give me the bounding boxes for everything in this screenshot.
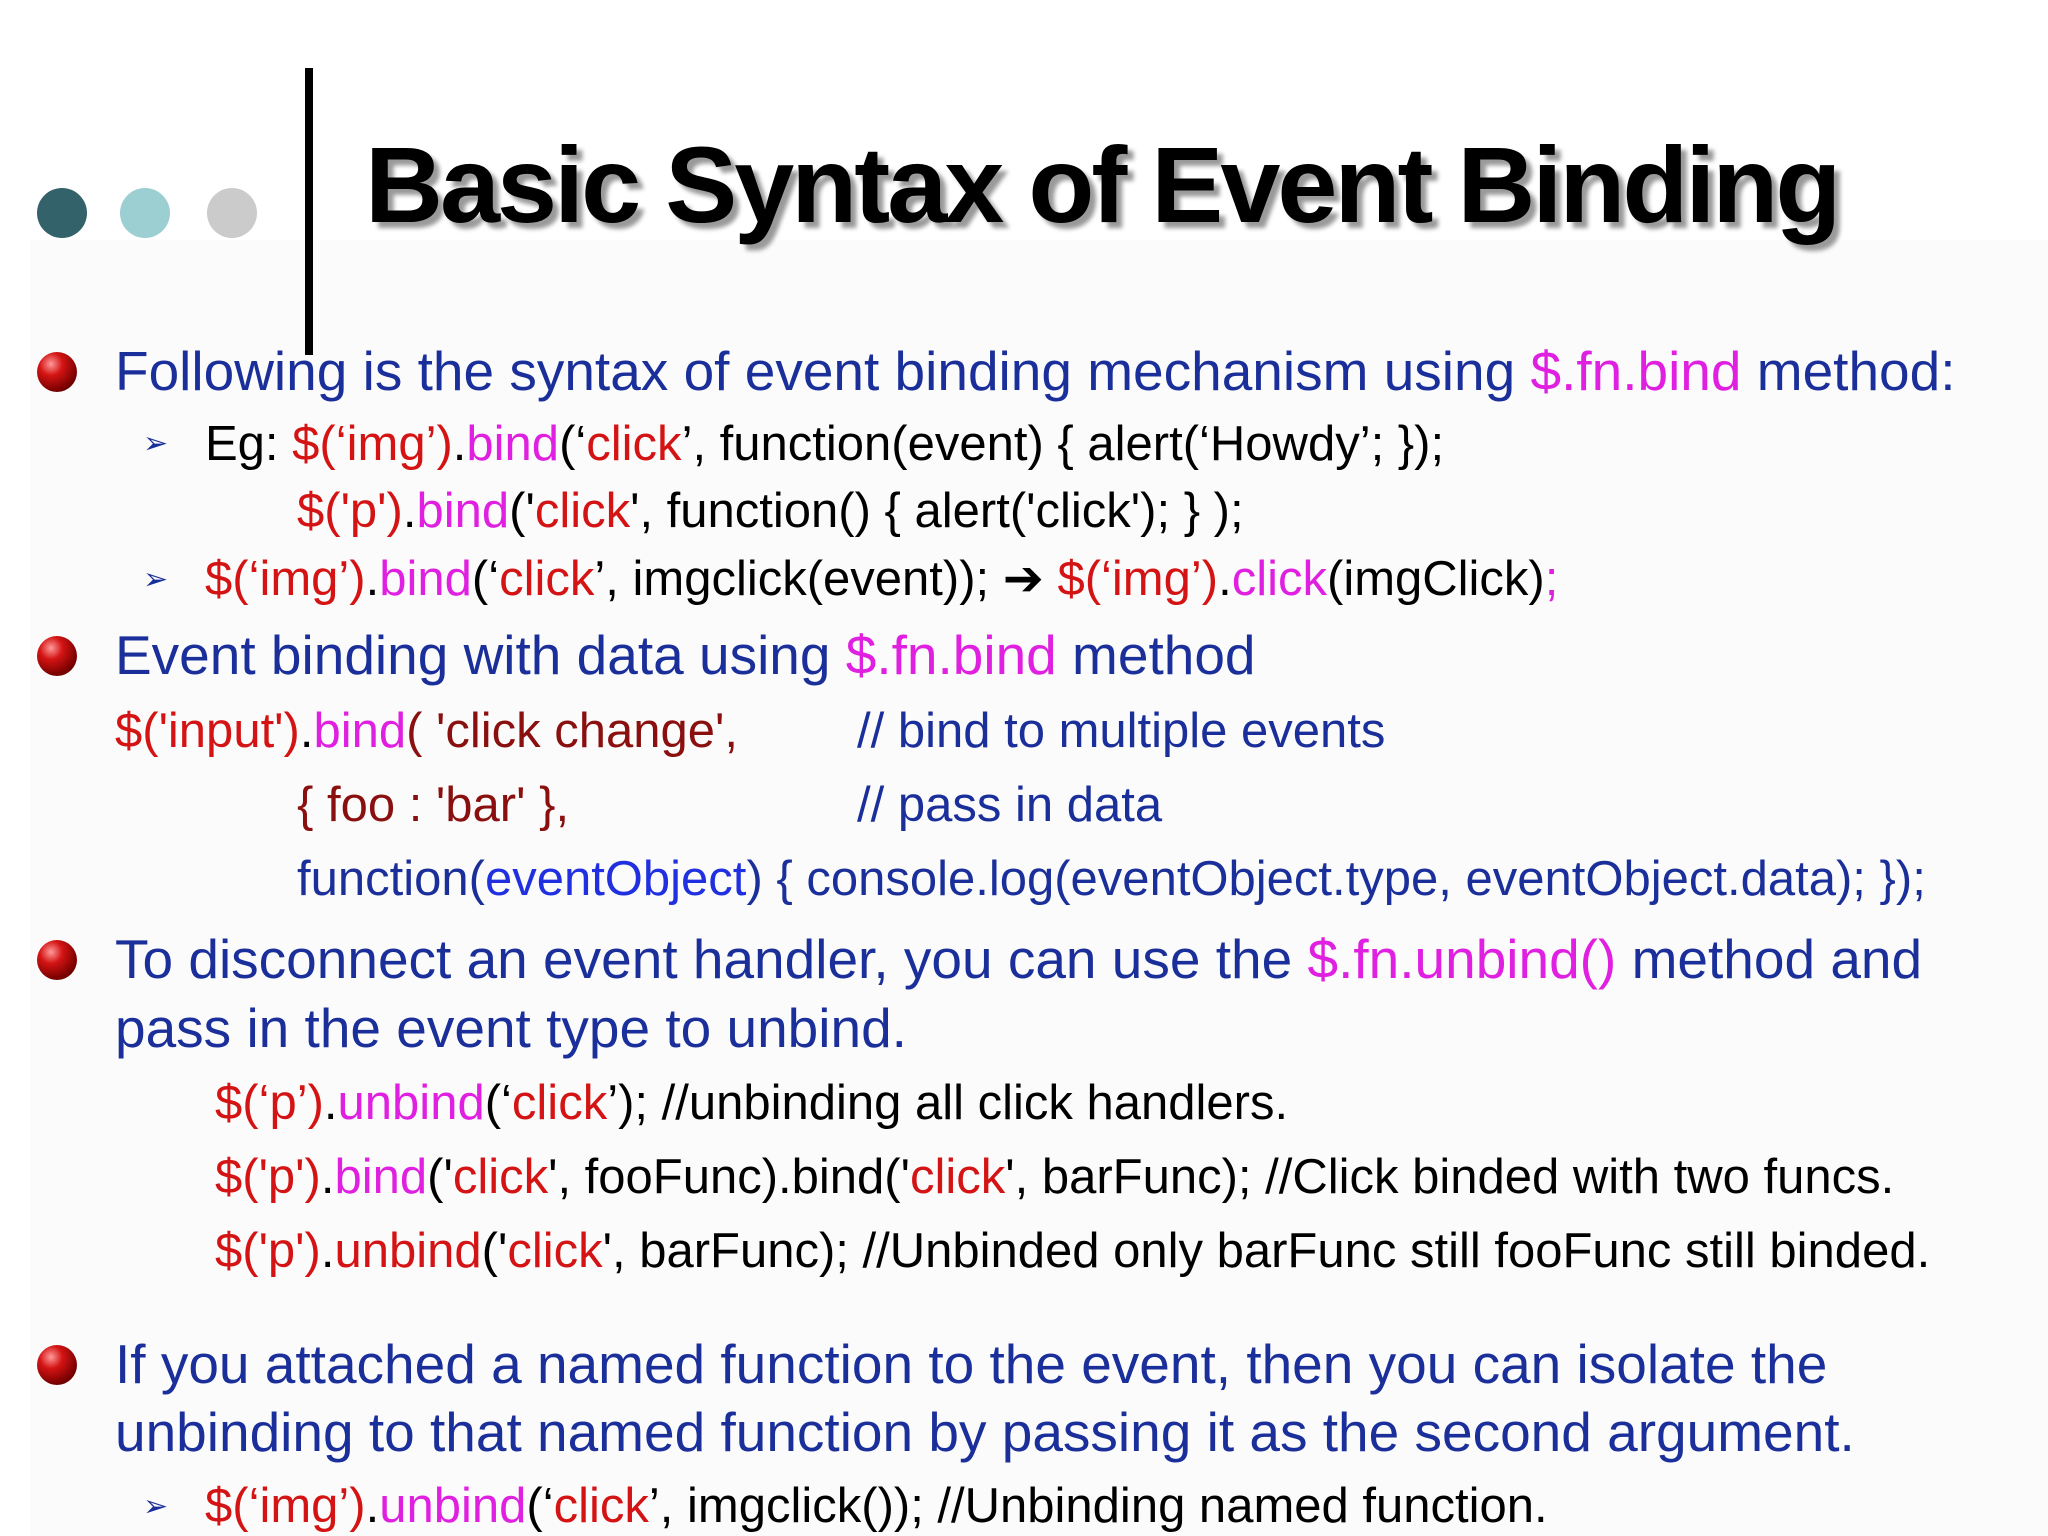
bullet-icon (37, 636, 77, 676)
right-arrow-icon: ➔ (1002, 552, 1044, 606)
slide-title: Basic Syntax of Event Binding (365, 124, 1839, 245)
bullet-2-text: Event binding with data using $.fn.bind method (115, 624, 1256, 686)
example-line-1: Eg: $(‘img’).bind(‘click’, function(event) { alert(‘Howdy’; }); (205, 417, 1445, 471)
code-line-bind-two: $('p').bind('click', fooFunc).bind('click', barFunc); //Click binded with two funcs. (215, 1150, 1895, 1204)
code-line-data: { foo : 'bar' }, (297, 778, 570, 832)
bullet-icon (37, 940, 77, 980)
bullet-icon (37, 352, 77, 392)
decor-dot-dark (37, 188, 87, 238)
code-line-unbind-all: $(‘p’).unbind(‘click’); //unbinding all click handlers. (215, 1076, 1289, 1130)
bullet-3-text-line-1: To disconnect an event handler, you can use the $.fn.unbind() method and (115, 928, 1923, 990)
bullet-3-text-line-2: pass in the event type to unbind. (115, 997, 907, 1059)
arrowhead-bullet-icon: ➢ (143, 1490, 169, 1523)
code-comment: // bind to multiple events (857, 704, 1386, 758)
arrowhead-bullet-icon: ➢ (143, 427, 169, 460)
code-line-unbind-one: $('p').unbind('click', barFunc); //Unbinded only barFunc still fooFunc still binded. (215, 1224, 1931, 1278)
example-line-2: $('p').bind('click', function() { alert('click'); } ); (297, 484, 1244, 538)
arrowhead-bullet-icon: ➢ (143, 563, 169, 596)
bullet-4-text-line-2: unbinding to that named function by passing it as the second argument. (115, 1401, 1855, 1463)
decor-dot-teal (120, 188, 170, 238)
example-line-unbind-named: $(‘img’).unbind(‘click’, imgclick()); //Unbinding named function. (205, 1479, 1548, 1533)
decor-dot-gray (207, 188, 257, 238)
code-line-input-bind: $('input').bind( 'click change', (115, 704, 739, 758)
code-comment: // pass in data (857, 778, 1163, 832)
bullet-4-text-line-1: If you attached a named function to the event, then you can isolate the (115, 1333, 1828, 1395)
bullet-icon (37, 1345, 77, 1385)
title-divider (305, 68, 313, 355)
code-line-handler: function(eventObject) { console.log(eventObject.type, eventObject.data); }); (297, 852, 1926, 906)
example-line-3: $(‘img’).bind(‘click’, imgclick(event)); ➔ $(‘img’).click(imgClick); (205, 552, 1559, 606)
bullet-1-text: Following is the syntax of event binding mechanism using $.fn.bind method: (115, 340, 1956, 402)
